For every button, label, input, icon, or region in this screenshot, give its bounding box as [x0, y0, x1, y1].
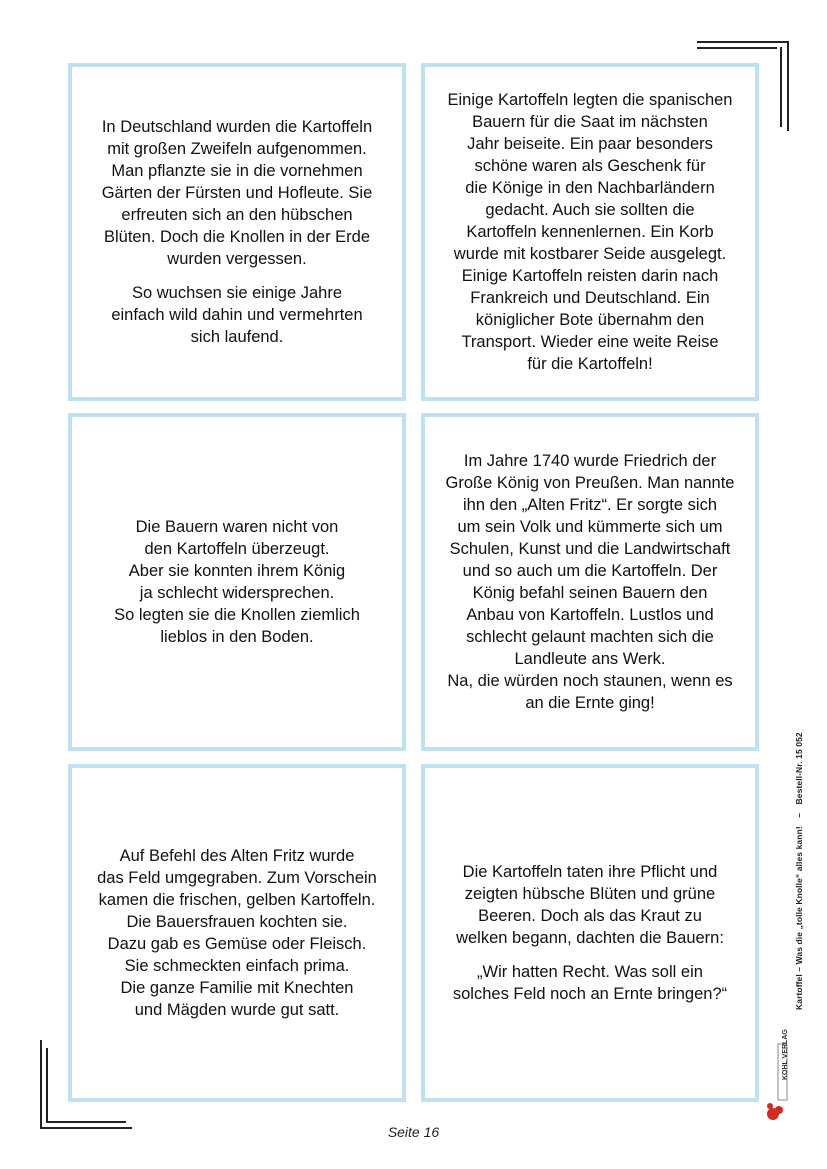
- corner-line-top-right-v2: [780, 47, 782, 127]
- card-paragraph: [72, 516, 402, 648]
- card-text-line: zeigten hübsche Blüten und grüne: [464, 885, 716, 903]
- corner-line-top-right-h1: [697, 41, 789, 43]
- card-paragraph: [425, 450, 755, 714]
- card-text-line: ja schlecht widersprechen.: [139, 584, 335, 602]
- card-text-line: Anbau von Kartoffeln. Lustlos und: [466, 606, 714, 624]
- card-text-line: lieblos in den Boden.: [160, 628, 314, 646]
- side-separator: –: [794, 812, 804, 818]
- card-text-line: Die Bauersfrauen kochten sie.: [126, 913, 348, 931]
- card-text-line: Frankreich und Deutschland. Ein: [470, 289, 710, 307]
- card-text-line: Aber sie konnten ihrem König: [128, 562, 346, 580]
- card-text-line: Na, die würden noch staunen, wenn es: [447, 672, 733, 690]
- card-text-line: wurden vergessen.: [167, 250, 307, 268]
- card-paragraph: [72, 282, 402, 348]
- side-title: Kartoffel – Was die „tolle Knolle“ alles kann!: [794, 826, 804, 1010]
- card-text-line: um sein Volk und kümmerte sich um: [457, 518, 723, 536]
- card-text-line: kamen die frischen, gelben Kartoffeln.: [98, 891, 376, 909]
- card-text-line: einfach wild dahin und vermehrten: [111, 306, 363, 324]
- card-text-line: an die Ernte ging!: [525, 694, 655, 712]
- card-text-line: Einige Kartoffeln legten die spanischen: [447, 91, 733, 109]
- story-card-6: [421, 764, 759, 1102]
- publisher-logo-text: KOHL VERLAG: [782, 1029, 789, 1080]
- card-text-line: Einige Kartoffeln reisten darin nach: [461, 267, 719, 285]
- card-text-line: Im Jahre 1740 wurde Friedrich der: [463, 452, 717, 470]
- card-text-line: So wuchsen sie einige Jahre: [131, 284, 343, 302]
- card-text-line: die Könige in den Nachbarländern: [465, 179, 715, 197]
- card-text-line: Dazu gab es Gemüse oder Fleisch.: [107, 935, 367, 953]
- story-card-5: [68, 764, 406, 1102]
- card-text-line: wurde mit kostbarer Seide ausgelegt.: [453, 245, 727, 263]
- card-text-line: und Mägden wurde gut satt.: [134, 1001, 340, 1019]
- card-text-line: schlecht gelaunt machten sich die: [466, 628, 714, 646]
- card-text-line: welken begann, dachten die Bauern:: [456, 929, 724, 947]
- side-order-number: Bestell-Nr. 15 052: [794, 732, 804, 805]
- card-paragraph: [425, 861, 755, 949]
- card-text-line: gedacht. Auch sie sollten die: [485, 201, 695, 219]
- card-text-line: König befahl seinen Bauern den: [472, 584, 708, 602]
- card-text-line: Die Kartoffeln taten ihre Pflicht und: [462, 863, 718, 881]
- card-text-line: Landleute ans Werk.: [514, 650, 666, 668]
- story-card-3: [68, 413, 406, 751]
- card-text-line: Blüten. Doch die Knollen in der Erde: [104, 228, 370, 246]
- card-text-line: Man pflanzte sie in die vornehmen: [111, 162, 363, 180]
- corner-line-top-right-h2: [697, 47, 777, 49]
- story-card-4: [421, 413, 759, 751]
- card-text-line: So legten sie die Knollen ziemlich: [114, 606, 360, 624]
- card-text-line: Schulen, Kunst und die Landwirtschaft: [449, 540, 731, 558]
- card-text-line: In Deutschland wurden die Kartoffeln: [101, 118, 373, 136]
- card-text-line: „Wir hatten Recht. Was soll ein: [477, 963, 703, 981]
- corner-line-top-right-v1: [787, 41, 789, 131]
- card-text-line: Bauern für die Saat im nächsten: [472, 113, 708, 131]
- card-text-line: und so auch um die Kartoffeln. Der: [462, 562, 718, 580]
- page-number: Seite 16: [387, 1124, 440, 1140]
- card-text-line: ihn den „Alten Fritz“. Er sorgte sich: [462, 496, 717, 514]
- corner-line-bottom-left-v1: [40, 1040, 42, 1128]
- card-text-line: Beeren. Doch als das Kraut zu: [478, 907, 702, 925]
- card-text-line: königlicher Bote übernahm den: [475, 311, 705, 329]
- card-text-line: mit großen Zweifeln aufgenommen.: [107, 140, 367, 158]
- card-text-line: sich laufend.: [190, 328, 284, 346]
- card-text-line: das Feld umgegraben. Zum Vorschein: [97, 869, 377, 887]
- side-publication-info: [794, 732, 804, 1010]
- card-text-line: Große König von Preußen. Man nannte: [445, 474, 735, 492]
- card-text-line: Jahr beiseite. Ein paar besonders: [467, 135, 713, 153]
- card-paragraph: [425, 961, 755, 1005]
- card-text-line: erfreuten sich an den hübschen: [121, 206, 353, 224]
- card-text-line: den Kartoffeln überzeugt.: [144, 540, 330, 558]
- card-text-line: Auf Befehl des Alten Fritz wurde: [119, 847, 355, 865]
- card-paragraph: [425, 89, 755, 375]
- story-card-2: [421, 63, 759, 401]
- corner-line-bottom-left-h2: [46, 1121, 126, 1123]
- story-card-1: [68, 63, 406, 401]
- card-text-line: für die Kartoffeln!: [527, 355, 653, 373]
- card-text-line: Gärten der Fürsten und Hofleute. Sie: [101, 184, 373, 202]
- card-paragraph: [72, 116, 402, 270]
- card-text-line: Kartoffeln kennenlernen. Ein Korb: [466, 223, 714, 241]
- card-text-line: Die ganze Familie mit Knechten: [120, 979, 354, 997]
- corner-line-bottom-left-v2: [46, 1048, 48, 1122]
- card-text-line: schöne waren als Geschenk für: [474, 157, 706, 175]
- card-paragraph: [72, 845, 402, 1021]
- card-text-line: Sie schmeckten einfach prima.: [124, 957, 350, 975]
- card-text-line: solches Feld noch an Ernte bringen?“: [452, 985, 728, 1003]
- card-text-line: Transport. Wieder eine weite Reise: [461, 333, 719, 351]
- card-text-line: Die Bauern waren nicht von: [135, 518, 339, 536]
